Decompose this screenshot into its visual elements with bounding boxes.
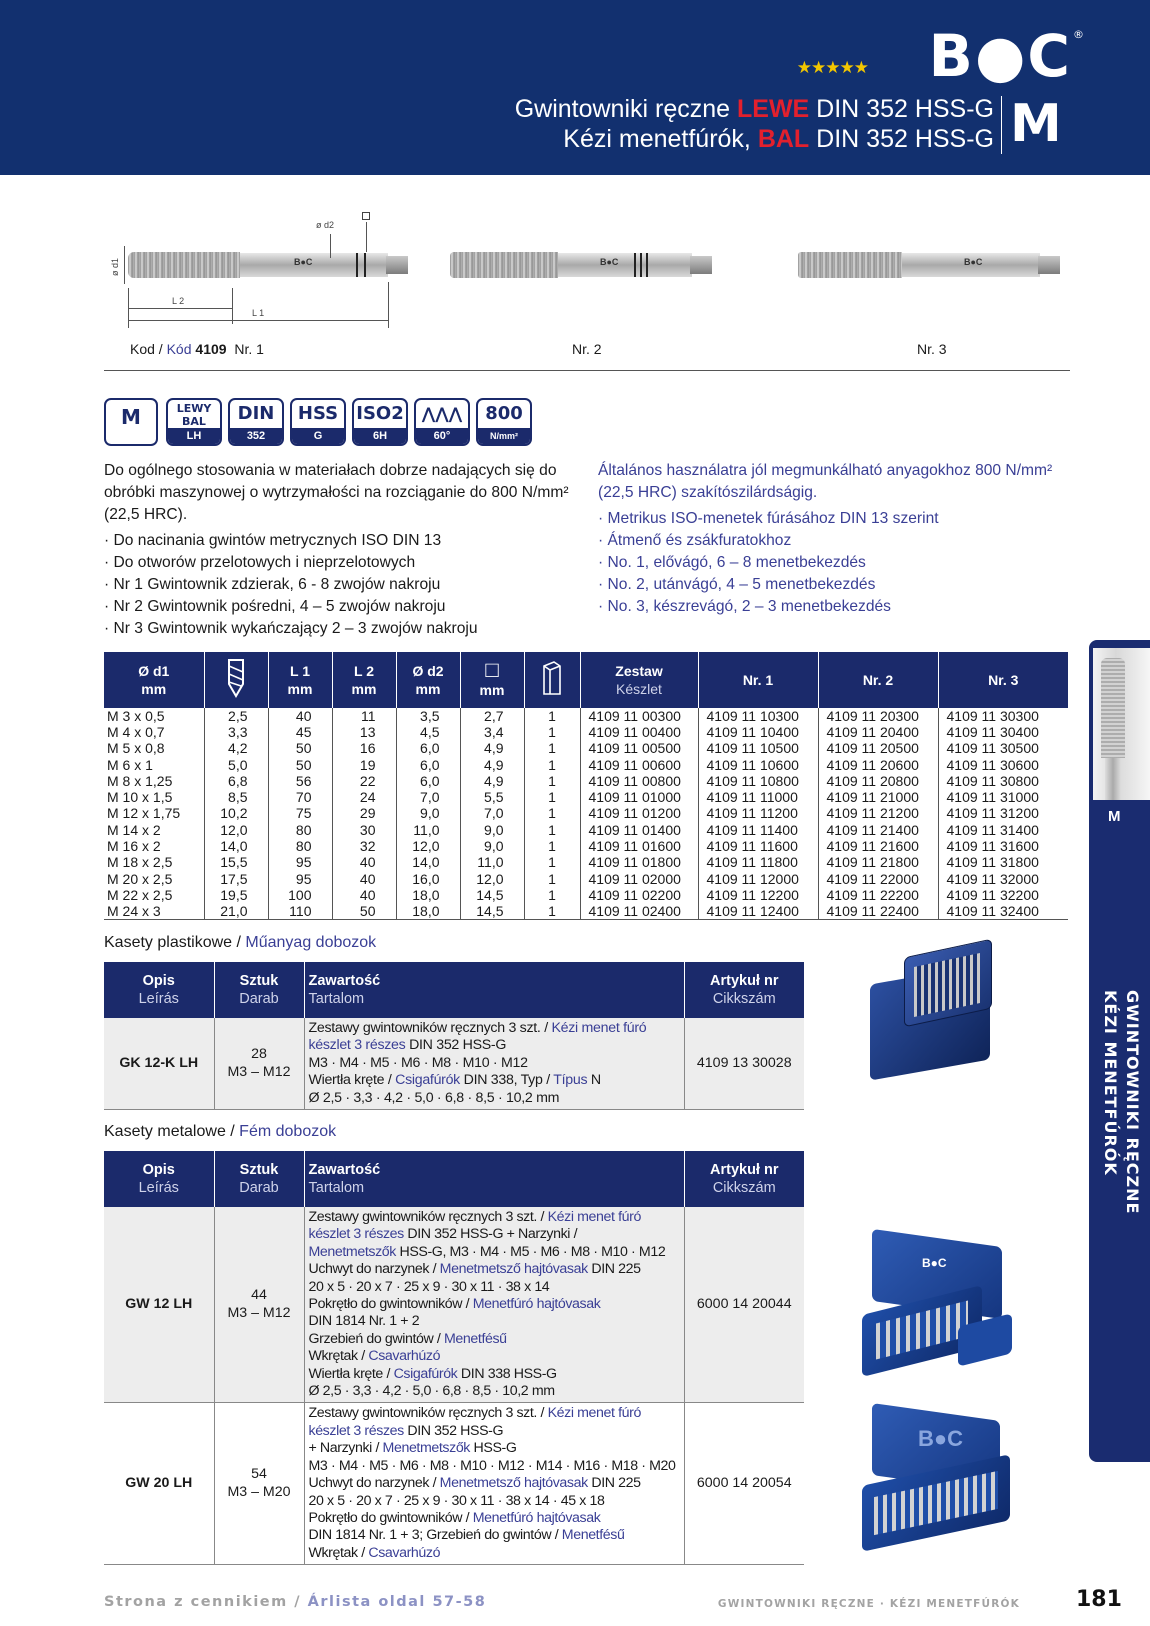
badge-hss: HSS G — [290, 398, 346, 446]
col-pack-icon — [524, 652, 580, 708]
table-cell: 4109 11 10600 — [698, 757, 818, 773]
table-cell: 100 — [268, 887, 332, 903]
table-cell: 4109 11 30600 — [946, 756, 1039, 773]
table-cell: 11 — [332, 708, 396, 724]
sizes-table — [104, 652, 1068, 920]
table-cell: 4109 11 32400 — [946, 902, 1039, 919]
tap-brand: B●C — [600, 257, 619, 267]
desc-item: · Nr 1 Gwintownik zdzierak, 6 - 8 zwojów nakroju — [104, 576, 441, 593]
table-cell: M 5 x 0,8 — [104, 741, 204, 757]
table-cell: 4109 11 11600 — [698, 838, 818, 854]
nr3-label: Nr. 3 — [917, 341, 947, 357]
table-cell: 1 — [524, 757, 580, 773]
badge-thread-angle: ⋀⋀⋀ 60° — [414, 398, 470, 446]
case-logo: B●C — [922, 1256, 947, 1270]
title-hungarian: Kézi menetfúrók, BAL DIN 352 HSS-G — [563, 125, 994, 153]
table-cell: 4109 11 10400 — [698, 724, 818, 740]
table-cell: 9,0 — [396, 806, 460, 822]
rating-stars: ★★★★★ — [796, 58, 868, 77]
table-cell: 4109 11 31000 — [946, 789, 1039, 806]
table-cell: 4109 11 21600 — [818, 838, 938, 854]
table-cell: 4109 11 11800 — [698, 855, 818, 871]
table-header-row — [104, 1151, 804, 1207]
desc-item: · No. 2, utánvágó, 4 – 5 menetbekezdés — [598, 576, 876, 593]
table-cell: 1 — [524, 904, 580, 920]
table-cell: 4109 11 02000 — [580, 871, 698, 887]
dim-l2-label: L 2 — [172, 296, 185, 306]
table-cell: 1 — [524, 806, 580, 822]
table-row: GW 12 LH 44 M3 – M12 Zestawy gwintowników ręcznych 3 szt. / Kézi menet fúró készlet 3 részes DIN 352 HSS-G + Narzynki / Menetmetszők HSS-G, M3 · M4 · M5 · M6 · M8 · M10 · M12 Uchwyt do narzynek / Menetmetsző hajtóvasak DIN 225 20 x 5 · 20 x 7 · 25 x 9 · 30 x 11 · 38 x 14 Pokrętło do gwintowników / Menetfúró hajtóvasak DIN 1814 Nr. 1 + 2 Grzebień do gwintów / Menetfésű Wkrętak / Csavarhúzó Wiertła kręte / Csigafúrók DIN 338 HSS-G Ø 2,5 · 3,3 · 4,2 · 5,0 · 6,8 · 8,5 · 10,2 mm 6000 14 20044 — [104, 1207, 804, 1403]
desc-item: · Do otworów przelotowych i nieprzelotowych — [104, 554, 416, 571]
table-cell: 1 — [524, 789, 580, 805]
table-cell: 4109 11 12000 — [698, 871, 818, 887]
badge-strength: 800 N/mm² — [476, 398, 532, 446]
table-cell: 4109 11 21200 — [818, 806, 938, 822]
table-cell: 1 — [524, 773, 580, 789]
tap-brand: B●C — [964, 257, 983, 267]
table-cell: 2,5 — [204, 708, 268, 724]
table-cell: M 8 x 1,25 — [104, 773, 204, 789]
table-cell: 12,0 — [460, 871, 524, 887]
description-hungarian — [598, 460, 1068, 618]
table-cell: 1 — [524, 838, 580, 854]
table-cell: 14,0 — [396, 855, 460, 871]
badge-metric: M — [104, 398, 158, 446]
table-cell: 7,0 — [396, 789, 460, 805]
table-cell: 4109 11 01600 — [580, 838, 698, 854]
desc-item: · Do nacinania gwintów metrycznych ISO DIN 13 — [104, 532, 442, 549]
table-row — [104, 789, 1068, 805]
table-cell: 24 — [332, 789, 396, 805]
table-cell: 4109 11 10300 — [698, 708, 818, 724]
table-cell: M 3 x 0,5 — [104, 708, 204, 724]
table-cell: 40 — [332, 855, 396, 871]
table-cell: 6,0 — [396, 741, 460, 757]
table-cell: 95 — [268, 855, 332, 871]
desc-item: · Átmenő és zsákfuratokhoz — [598, 532, 792, 549]
table-cell: 8,5 — [204, 789, 268, 805]
table-header-row — [104, 652, 1068, 708]
table-row — [104, 887, 1068, 903]
metal-case-gw12-photo — [862, 1238, 1012, 1374]
metal-cases-table — [104, 1151, 804, 1565]
table-cell: M 16 x 2 — [104, 838, 204, 854]
col-article: Artykuł nr Cikkszám — [684, 962, 804, 1018]
table-cell: 70 — [268, 789, 332, 805]
metal-cases-title: Kasety metalowe / Fém dobozok — [104, 1123, 337, 1140]
col-l2: L 2 mm — [332, 652, 396, 708]
table-cell: 4109 11 01800 — [580, 855, 698, 871]
table-cell: 18,0 — [396, 887, 460, 903]
table-cell: 2,7 — [460, 708, 524, 724]
page-title — [515, 94, 994, 154]
side-tab-tap-image — [1093, 648, 1150, 800]
desc-intro: Do ogólnego stosowania w materiałach dobrze nadających się do obróbki maszynowej o wytrzymałości na rozciąganie do 800 N/mm² (22,5 HRC). — [104, 462, 569, 523]
table-cell: 7,0 — [460, 806, 524, 822]
table-cell: 4109 11 02200 — [580, 887, 698, 903]
table-cell: 22 — [332, 773, 396, 789]
table-cell: 19 — [332, 757, 396, 773]
table-cell: M 20 x 2,5 — [104, 871, 204, 887]
col-qty: Sztuk Darab — [214, 1151, 304, 1207]
package-icon — [540, 658, 564, 698]
table-cell: 1 — [524, 724, 580, 740]
table-cell: 14,5 — [460, 887, 524, 903]
title-polish: Gwintowniki ręczne LEWE DIN 352 HSS-G — [514, 95, 994, 123]
table-cell: M 4 x 0,7 — [104, 724, 204, 740]
table-cell: 50 — [332, 904, 396, 920]
col-contents: Zawartość Tartalom — [304, 962, 684, 1018]
product-code-label: Kod / Kód 4109 Nr. 1 — [130, 341, 264, 357]
table-cell: 6,0 — [396, 757, 460, 773]
tap-drawing-nr3 — [798, 248, 1060, 282]
table-cell: 4109 11 00500 — [580, 741, 698, 757]
table-cell: 4109 11 12200 — [698, 887, 818, 903]
square-icon: □ — [485, 657, 499, 682]
table-row — [104, 741, 1068, 757]
table-cell: 4109 11 32200 — [946, 886, 1039, 903]
table-cell: 80 — [268, 838, 332, 854]
table-cell: 4109 11 21000 — [818, 789, 938, 805]
table-row — [104, 855, 1068, 871]
table-cell: M 22 x 2,5 — [104, 887, 204, 903]
table-cell: 14,5 — [460, 904, 524, 920]
desc-item: · No. 1, elővágó, 6 – 8 menetbekezdés — [598, 554, 866, 571]
table-cell: 16,0 — [396, 871, 460, 887]
metal-case-gw20-photo — [862, 1412, 1022, 1542]
table-cell: 29 — [332, 806, 396, 822]
table-cell: 4,5 — [396, 724, 460, 740]
side-tab-text — [1099, 990, 1149, 1410]
table-row — [104, 904, 1068, 920]
plastic-cases-title: Kasety plastikowe / Műanyag dobozok — [104, 934, 377, 951]
tap-brand: B●C — [294, 257, 313, 267]
table-cell: 4109 11 00800 — [580, 773, 698, 789]
table-cell: 13 — [332, 724, 396, 740]
table-cell: 1 — [524, 822, 580, 838]
badge-iso2: ISO2 6H — [352, 398, 408, 446]
table-cell: 4109 11 20300 — [818, 708, 938, 724]
table-cell: 9,0 — [460, 822, 524, 838]
table-cell: 15,5 — [204, 855, 268, 871]
table-cell: 40 — [332, 887, 396, 903]
table-cell: 3,3 — [204, 724, 268, 740]
drill-bit-icon — [221, 658, 251, 698]
table-cell: 4109 11 02400 — [580, 904, 698, 920]
table-cell: 11,0 — [396, 822, 460, 838]
table-row — [104, 724, 1068, 740]
table-cell: 6,8 — [204, 773, 268, 789]
table-cell: 4109 11 20500 — [818, 741, 938, 757]
table-row — [104, 806, 1068, 822]
table-cell: M 24 x 3 — [104, 904, 204, 920]
col-article: Artykuł nr Cikkszám — [684, 1151, 804, 1207]
table-cell: 19,5 — [204, 887, 268, 903]
table-cell: 3,4 — [460, 724, 524, 740]
table-cell: 50 — [268, 757, 332, 773]
side-tab-line2: KÉZI MENETFÚRÓK — [1101, 990, 1120, 1176]
table-cell: 10,2 — [204, 806, 268, 822]
table-cell: 4109 11 21800 — [818, 855, 938, 871]
table-cell: 4109 11 31400 — [946, 821, 1039, 838]
table-cell: 4,9 — [460, 773, 524, 789]
table-cell: 4109 11 10500 — [698, 741, 818, 757]
col-d1: Ø d1 mm — [104, 652, 204, 708]
table-cell: 5,0 — [204, 757, 268, 773]
table-cell: 56 — [268, 773, 332, 789]
table-cell: 18,0 — [396, 904, 460, 920]
desc-item: · No. 3, készrevágó, 2 – 3 menetbekezdés — [598, 598, 891, 615]
table-cell: 50 — [268, 741, 332, 757]
table-cell: 4109 11 20600 — [818, 757, 938, 773]
table-cell: 4109 11 01400 — [580, 822, 698, 838]
table-cell: 4109 11 31800 — [946, 854, 1039, 871]
boc-logo — [928, 22, 1086, 90]
thread-profile-icon: ⋀⋀⋀ — [421, 404, 463, 423]
col-opis: Opis Leírás — [104, 1151, 214, 1207]
table-cell: 4109 11 30300 — [946, 707, 1039, 724]
table-row — [104, 838, 1068, 854]
table-cell: M 14 x 2 — [104, 822, 204, 838]
col-drill-icon — [204, 652, 268, 708]
desc-item: · Metrikus ISO-menetek fúrásához DIN 13 szerint — [598, 510, 939, 527]
table-cell: 95 — [268, 871, 332, 887]
side-tab-letter: M — [1108, 808, 1121, 825]
table-cell: 40 — [268, 708, 332, 724]
table-cell: 9,0 — [460, 838, 524, 854]
table-cell: 4109 11 21400 — [818, 822, 938, 838]
col-nr3: Nr. 3 — [938, 652, 1068, 708]
col-nr2: Nr. 2 — [818, 652, 938, 708]
case-logo: B●C — [918, 1426, 964, 1451]
table-cell: 6,0 — [396, 773, 460, 789]
table-row: GW 20 LH 54 M3 – M20 Zestawy gwintowników ręcznych 3 szt. / Kézi menet fúró készlet 3 részes DIN 352 HSS-G + Narzynki / Menetmetszők HSS-G M3 · M4 · M5 · M6 · M8 · M10 · M12 · M14 · M16 · M18 · M20 Uchwyt do narzynek / Menetmetsző hajtóvasak DIN 225 20 x 5 · 20 x 7 · 25 x 9 · 30 x 11 · 38 x 14 · 45 x 18 Pokrętło do gwintowników / Menetfúró hajtóvasak DIN 1814 Nr. 1 + 3; Grzebień do gwintów / Menetfésű Wkrętak / Csavarhúzó 6000 14 20054 — [104, 1403, 804, 1565]
table-cell: 4109 11 00300 — [580, 708, 698, 724]
dim-l1-label: L 1 — [252, 308, 265, 318]
col-d2: Ø d2 mm — [396, 652, 460, 708]
badge-din: DIN 352 — [228, 398, 284, 446]
table-cell: 40 — [332, 871, 396, 887]
table-cell: 4109 11 22200 — [818, 887, 938, 903]
table-cell: M 18 x 2,5 — [104, 855, 204, 871]
footer-price-list-ref: Strona z cennikiem / Árlista oldal 57-58 — [104, 1594, 487, 1610]
table-cell: 1 — [524, 887, 580, 903]
table-cell: 30 — [332, 822, 396, 838]
table-cell: 5,5 — [460, 789, 524, 805]
table-row — [104, 871, 1068, 887]
desc-item: · Nr 3 Gwintownik wykańczający 2 – 3 zwojów nakroju — [104, 620, 478, 637]
table-cell: 4,9 — [460, 741, 524, 757]
dim-square-icon — [362, 212, 370, 220]
registered-mark: ® — [1073, 28, 1086, 41]
table-cell: 4109 11 20400 — [818, 724, 938, 740]
table-cell: M 12 x 1,75 — [104, 806, 204, 822]
col-nr1: Nr. 1 — [698, 652, 818, 708]
table-cell: 4,9 — [460, 757, 524, 773]
table-cell: 1 — [524, 871, 580, 887]
description-polish — [104, 460, 574, 640]
table-cell: 1 — [524, 855, 580, 871]
dim-d2-label: ø d2 — [316, 220, 335, 230]
side-tab-line1: GWINTOWNIKI RĘCZNE — [1123, 990, 1142, 1215]
col-opis: Opis Leírás — [104, 962, 214, 1018]
table-cell: M 6 x 1 — [104, 757, 204, 773]
table-cell: 4109 11 10800 — [698, 773, 818, 789]
tap-drawings — [104, 212, 1070, 342]
table-cell: 4109 11 22400 — [818, 904, 938, 920]
table-header-row — [104, 962, 804, 1018]
table-cell: 80 — [268, 822, 332, 838]
table-cell: 3,5 — [396, 708, 460, 724]
tap-drawing-nr2 — [450, 248, 712, 282]
table-row: GK 12-K LH 28 M3 – M12 Zestawy gwintowników ręcznych 3 szt. / Kézi menet fúró készlet 3 részes DIN 352 HSS-G M3 · M4 · M5 · M6 · M8 · M10 · M12 Wiertła kręte / Csigafúrók DIN 338, Typ / Típus N Ø 2,5 · 3,3 · 4,2 · 5,0 · 6,8 · 8,5 · 10,2 mm 4109 13 30028 — [104, 1018, 804, 1110]
page-header — [0, 0, 1150, 175]
table-cell: 32 — [332, 838, 396, 854]
logo-text: B●C — [928, 22, 1072, 90]
table-row — [104, 708, 1068, 724]
table-cell: 4,2 — [204, 741, 268, 757]
table-row — [104, 822, 1068, 838]
desc-intro: Általános használatra jól megmunkálható anyagokhoz 800 N/mm² (22,5 HRC) szakítószilárdságig. — [598, 462, 1053, 501]
col-square: □ mm — [460, 652, 524, 708]
table-cell: 1 — [524, 741, 580, 757]
page-number: 181 — [1076, 1587, 1122, 1612]
table-cell: 4109 11 30800 — [946, 772, 1039, 789]
table-cell: 21,0 — [204, 904, 268, 920]
table-cell: 4109 11 01200 — [580, 806, 698, 822]
col-set: Zestaw Készlet — [580, 652, 698, 708]
table-cell: 1 — [524, 708, 580, 724]
divider-line — [104, 370, 1070, 371]
table-cell: 4109 11 00600 — [580, 757, 698, 773]
badge-left-hand: LEWY BAL LH — [166, 398, 222, 446]
tap-drawing-nr1 — [128, 248, 408, 282]
col-l1: L 1 mm — [268, 652, 332, 708]
section-letter: M — [1010, 94, 1062, 154]
table-cell: 16 — [332, 741, 396, 757]
plastic-cases-table — [104, 962, 804, 1110]
table-cell: 4109 11 30400 — [946, 723, 1039, 740]
table-cell: M 10 x 1,5 — [104, 789, 204, 805]
table-cell: 4109 11 00400 — [580, 724, 698, 740]
table-cell: 17,5 — [204, 871, 268, 887]
table-cell: 4109 11 11400 — [698, 822, 818, 838]
table-cell: 45 — [268, 724, 332, 740]
table-cell: 4109 11 01000 — [580, 789, 698, 805]
table-cell: 110 — [268, 904, 332, 920]
col-qty: Sztuk Darab — [214, 962, 304, 1018]
table-cell: 4109 11 31200 — [946, 805, 1039, 822]
table-cell: 12,0 — [204, 822, 268, 838]
table-cell: 4109 11 11200 — [698, 806, 818, 822]
footer-section-name: GWINTOWNIKI RĘCZNE · KÉZI MENETFÚRÓK — [717, 1598, 1020, 1610]
table-cell: 4109 11 11000 — [698, 789, 818, 805]
title-divider — [1001, 96, 1002, 154]
table-cell: 4109 11 12400 — [698, 904, 818, 920]
table-cell: 11,0 — [460, 855, 524, 871]
nr2-label: Nr. 2 — [572, 341, 602, 357]
table-row — [104, 757, 1068, 773]
table-cell: 75 — [268, 806, 332, 822]
desc-item: · Nr 2 Gwintownik pośredni, 4 – 5 zwojów nakroju — [104, 598, 446, 615]
col-contents: Zawartość Tartalom — [304, 1151, 684, 1207]
dim-d1-label: ø d1 — [110, 258, 120, 277]
table-row — [104, 773, 1068, 789]
table-cell: 14,0 — [204, 838, 268, 854]
table-cell: 4109 11 30500 — [946, 740, 1039, 757]
table-cell: 4109 11 20800 — [818, 773, 938, 789]
table-cell: 4109 11 31600 — [946, 838, 1039, 855]
table-cell: 4109 11 22000 — [818, 871, 938, 887]
plastic-case-photo — [870, 948, 998, 1080]
table-cell: 12,0 — [396, 838, 460, 854]
table-cell: 4109 11 32000 — [946, 870, 1039, 887]
